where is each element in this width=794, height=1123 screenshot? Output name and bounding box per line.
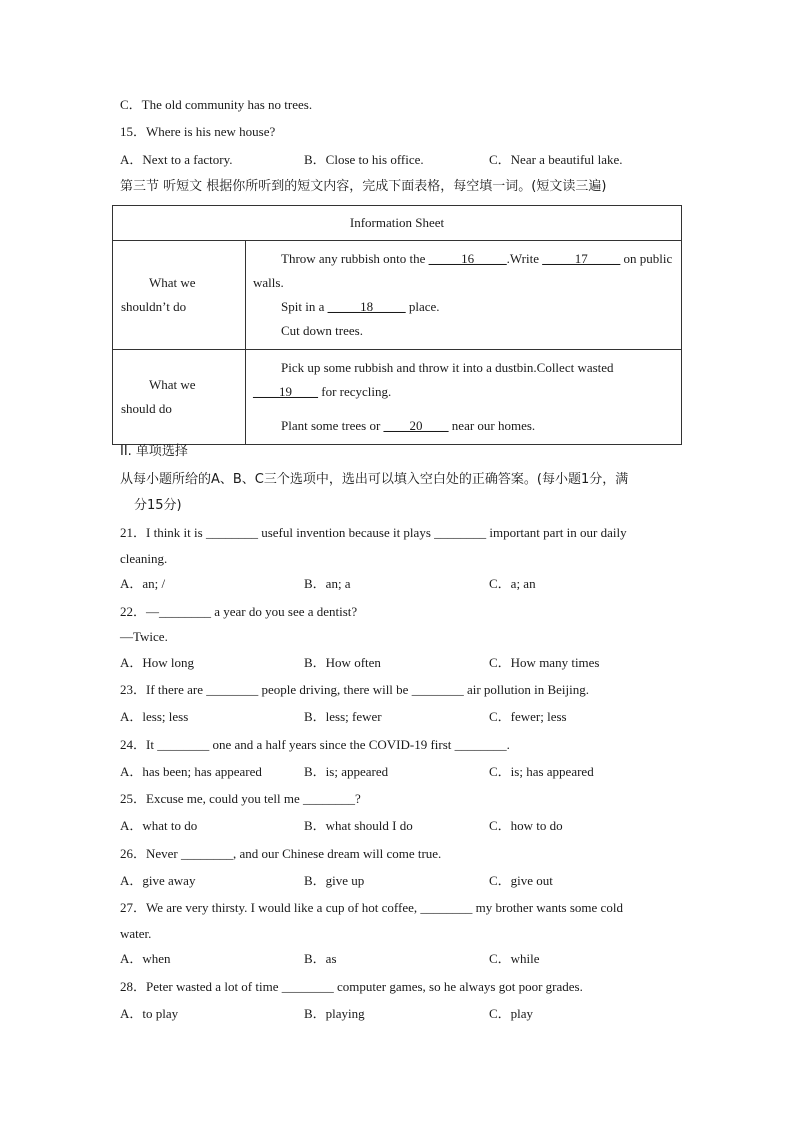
row-shouldnt-label: [113, 241, 246, 350]
part2-instruction-2: 分15分): [134, 498, 182, 513]
q21-option-c: C．a; an: [489, 576, 536, 591]
q24-option-a: A．has been; has appeared: [120, 764, 262, 779]
q26-option-a: A．give away: [120, 873, 196, 888]
blank-17[interactable]: _____17_____: [542, 251, 621, 266]
row2-line3: Plant some trees or ____20____ near our homes.: [253, 414, 673, 438]
q28-option-c: C．play: [489, 1006, 534, 1021]
row1-line1: Throw any rubbish onto the _____16_____.Write _____17_____ on public: [253, 247, 673, 271]
q22-stem: 22．—________ a year do you see a dentist?: [120, 604, 358, 619]
q15-option-c: C．Near a beautiful lake.: [489, 152, 623, 167]
row2-line1: Pick up some rubbish and throw it into a dustbin.Collect wasted: [281, 360, 614, 375]
q24-stem: 24．It ________ one and a half years since the COVID-19 first ________.: [120, 737, 510, 752]
q23-stem: 23．If there are ________ people driving, there will be ________ air pollution in Beijing.: [120, 682, 589, 697]
q23-option-b: B．less; fewer: [304, 709, 382, 724]
row2-label-line2: should do: [121, 401, 172, 416]
section3-heading: 第三节 听短文 根据你所听到的短文内容，完成下面表格，每空填一词。(短文读三遍): [120, 179, 607, 194]
q28-option-a: A．to play: [120, 1006, 179, 1021]
row1-label-line1: What we: [149, 275, 196, 290]
q23-option-a: A．less; less: [120, 709, 189, 724]
q22-option-b: B．How often: [304, 655, 381, 670]
q21-option-a: A．an; /: [120, 576, 166, 591]
blank-18[interactable]: _____18_____: [327, 299, 406, 314]
q22-option-c: C．How many times: [489, 655, 600, 670]
q27-option-b: B．as: [304, 951, 337, 966]
row1-line3: Spit in a _____18_____ place.: [253, 295, 673, 319]
row1-line4: Cut down trees.: [281, 323, 363, 338]
blank-20[interactable]: ____20____: [383, 418, 449, 433]
q21-stem-cont: cleaning.: [120, 551, 168, 566]
q24-option-b: B．is; appeared: [304, 764, 389, 779]
q27-stem-cont: water.: [120, 926, 152, 941]
q27-option-a: A．when: [120, 951, 171, 966]
q25-stem: 25．Excuse me, could you tell me ________?: [120, 791, 361, 806]
q21-stem: 21．I think it is ________ useful invention because it plays ________ important part in our daily: [120, 525, 627, 540]
q22-answer: —Twice.: [120, 629, 168, 644]
q22-option-a: A．How long: [120, 655, 195, 670]
q27-stem: 27．We are very thirsty. I would like a cup of hot coffee, ________ my brother wants some cold: [120, 900, 623, 915]
row1-line2: walls.: [253, 275, 284, 290]
row2-label-line1: What we: [149, 377, 196, 392]
q28-option-b: B．playing: [304, 1006, 365, 1021]
q24-option-c: C．is; has appeared: [489, 764, 594, 779]
information-sheet-table: [112, 205, 682, 445]
q23-option-c: C．fewer; less: [489, 709, 567, 724]
q21-option-b: B．an; a: [304, 576, 351, 591]
blank-16[interactable]: _____16_____: [428, 251, 507, 266]
q28-stem: 28．Peter wasted a lot of time ________ computer games, so he always got poor grades.: [120, 979, 583, 994]
q25-option-b: B．what should I do: [304, 818, 413, 833]
q27-option-c: C．while: [489, 951, 540, 966]
row-should-content: [246, 350, 682, 445]
q25-option-c: C．how to do: [489, 818, 563, 833]
q26-option-c: C．give out: [489, 873, 553, 888]
q26-option-b: B．give up: [304, 873, 365, 888]
q15-option-b: B．Close to his office.: [304, 152, 424, 167]
q26-stem: 26．Never ________, and our Chinese dream will come true.: [120, 846, 442, 861]
row1-label-line2: shouldn’t do: [121, 299, 187, 314]
row2-line2: ____19____ for recycling.: [253, 380, 673, 404]
q25-option-a: A．what to do: [120, 818, 198, 833]
q15-option-a: A．Next to a factory.: [120, 152, 233, 167]
row-should-label: [113, 350, 246, 445]
row-shouldnt-content: [246, 241, 682, 350]
part2-heading: II. 单项选择: [120, 444, 188, 459]
part2-instruction-1: 从每小题所给的A、B、C三个选项中，选出可以填入空白处的正确答案。(每小题1分，满: [120, 472, 629, 487]
table-title: Information Sheet: [113, 206, 682, 241]
blank-19[interactable]: ____19____: [253, 384, 318, 399]
q14-option-c: C．The old community has no trees.: [120, 97, 313, 112]
q15-stem: 15．Where is his new house?: [120, 124, 276, 139]
